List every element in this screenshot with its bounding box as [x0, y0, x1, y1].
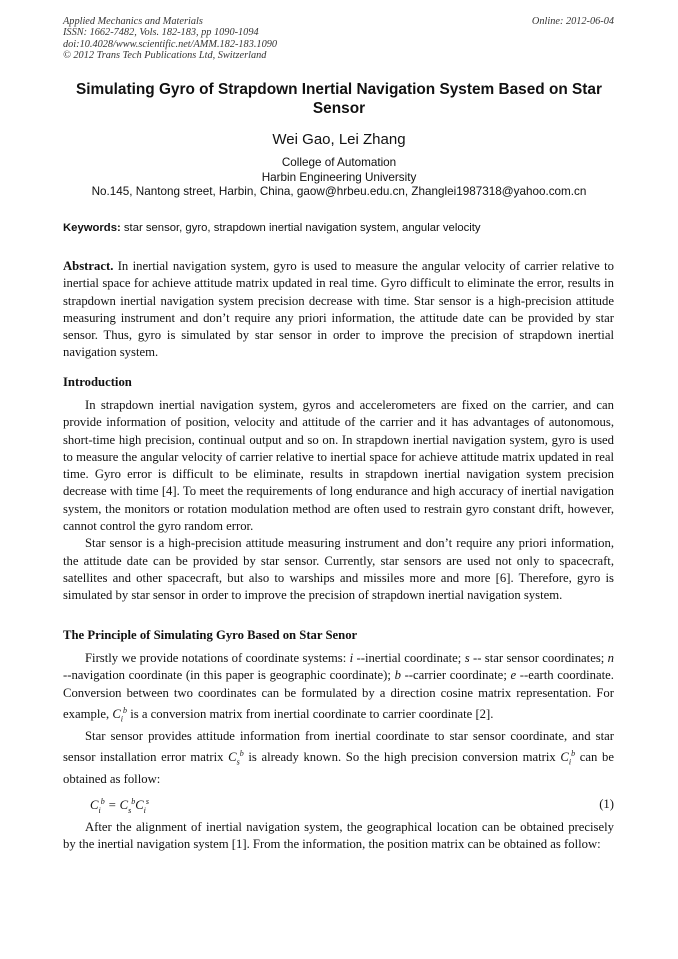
- affiliation-address: No.145, Nantong street, Harbin, China, gaow@hrbeu.edu.cn, Zhanglei1987318@yahoo.com.cn: [91, 185, 587, 199]
- keywords-label: Keywords:: [63, 222, 121, 234]
- principle-paragraph-3-wrapper: [63, 819, 614, 854]
- introduction-paragraph-2: Star sensor is a high-precision attitude measuring instrument and don’t require any priori information, the attitude date can be provided by star sensor. Currently, star sensors are used not only to spacecraft, satellites and other spacecraft, but also to warships and missiles more and more [6]. Therefore, gyro is simulated by star sensor in order to improve the precision of strapdown inertial navigation system.: [63, 536, 614, 603]
- equation-1-number: (1): [599, 797, 614, 811]
- keywords-text: star sensor, gyro, strapdown inertial navigation system, angular velocity: [120, 222, 481, 234]
- abstract-label: Abstract.: [63, 259, 114, 273]
- authors: Wei Gao, Lei Zhang: [272, 131, 406, 148]
- equation-1: $C_i^b = C_s^bC_i^s$: [90, 797, 150, 815]
- principle-section: [63, 650, 614, 789]
- keywords: [63, 222, 623, 234]
- issn: ISSN: 1662-7482, Vols. 182-183, pp 1090-1094: [63, 27, 259, 39]
- online-date: Online: 2012-06-04: [531, 16, 614, 27]
- abstract: [63, 258, 614, 362]
- principle-paragraph-1: Firstly we provide notations of coordinate systems: i --inertial coordinate; s -- star sensor coordinates; n --navigation coordinate (in this paper is geographic coordinate); b --carrier coordinate; e --earth coordinate. Conversion between two coordinates can be formulated by a direction cosine matrix representation. For example, $C_i^b$ is a conversion matrix from inertial coordinate to carrier coordinate [2].: [63, 651, 614, 724]
- matrix-cib-symbol-2: $C_i^b$: [560, 749, 576, 768]
- introduction-section: [63, 397, 614, 605]
- matrix-csb-symbol: $C_s^b$: [228, 749, 244, 768]
- introduction-paragraph-1: In strapdown inertial navigation system, gyros and accelerometers are fixed on the carrier, and can provide information of position, velocity and attitude of the carrier and it has advantages of autonomous, short-time high precision, continual output and so on. In strapdown inertial navigation system, gyro is used to measure the angular velocity of carrier relative to inertial space for achieve attitude matrix updated in real time. Gyro error is difficult to be eliminate, results in strapdown inertial navigation system precision decrease with time [4]. To meet the requirements of long endurance and high accuracy of inertial navigation system, the monitors or rotation modulation method are often used to restrain gyro constant drift, however, cannot control the gyro random error.: [63, 398, 614, 534]
- affiliation-university: Harbin Engineering University: [261, 170, 417, 184]
- affiliation-college: College of Automation: [281, 156, 397, 169]
- principle-paragraph-2: Star sensor provides attitude information from inertial coordinate to star sensor coordinate, and star sensor installation error matrix $C_s^b$ is already known. So the high precision conversion matrix $C_i^b$ can be obtained as follow:: [63, 728, 614, 787]
- affiliation: [40, 156, 638, 200]
- doi: doi:10.4028/www.scientific.net/AMM.182-183.1090: [63, 38, 278, 50]
- principle-paragraph-3: After the alignment of inertial navigation system, the geographical location can be obtained precisely by the inertial navigation system [1]. From the information, the position matrix can be obtained as follow:: [63, 820, 614, 852]
- copyright: © 2012 Trans Tech Publications Ltd, Switzerland: [63, 50, 267, 62]
- introduction-heading: Introduction: [63, 375, 132, 389]
- journal-header: [63, 16, 277, 62]
- principle-heading: The Principle of Simulating Gyro Based on Star Senor: [63, 628, 358, 642]
- abstract-text: In inertial navigation system, gyro is used to measure the angular velocity of carrier relative to inertial space for achieve attitude matrix updated in real time. Gyro difficult to eliminate the error, results in strapdown inertial navigation system precision decrease with time. Star sensor is a high-precision attitude measuring instrument and don’t require any priori information, the attitude date can be provided by star sensor. Thus, gyro is simulated by star sensor in order to improve the precision of strapdown inertial navigation system.: [63, 259, 614, 360]
- paper-title: Simulating Gyro of Strapdown Inertial Navigation System Based on Star Sensor: [76, 81, 602, 117]
- journal-name: Applied Mechanics and Materials: [63, 16, 203, 27]
- matrix-cib-symbol: $C_i^b$: [112, 705, 128, 724]
